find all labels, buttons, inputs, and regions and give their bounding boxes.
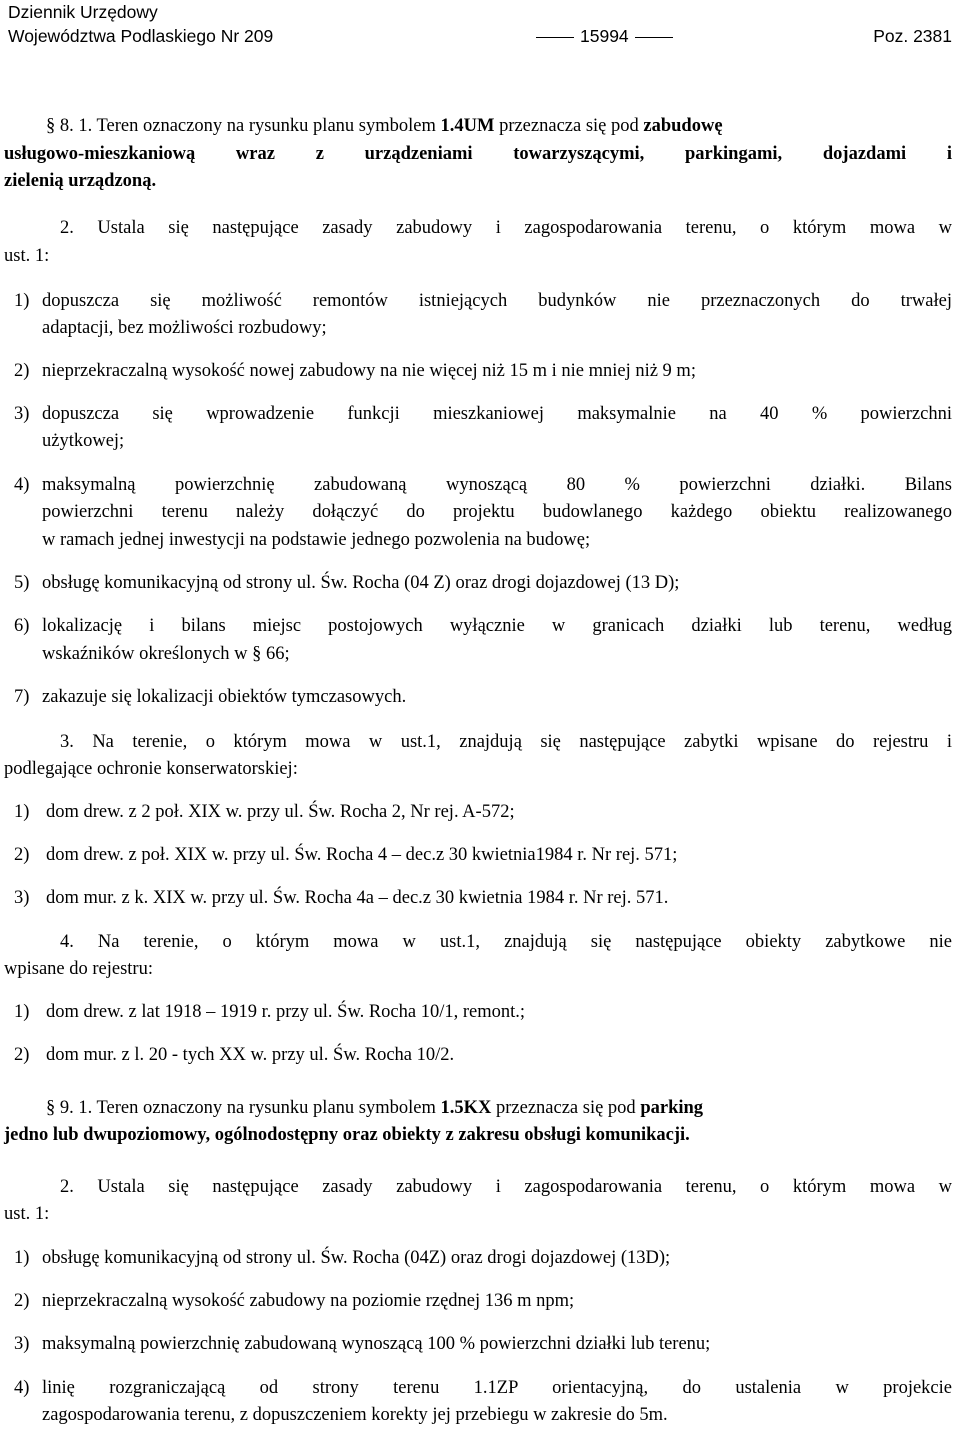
s8-p4-line2: wpisane do rejestru:: [4, 959, 153, 979]
s9-p1-line1: [46, 1094, 703, 1122]
s9-item1-num: 1): [14, 1248, 30, 1268]
s8-p2-line2: ust. 1:: [4, 246, 50, 266]
s8-item4-l2: powierzchni terenu należy dołączyć do projektu budowlanego każdego obiektu realizowanego: [42, 502, 952, 522]
page-header: [8, 0, 952, 46]
s8-p1-mid: przeznacza się pod: [494, 116, 644, 136]
s8-item3-l1: dopuszcza się wprowadzenie funkcji mieszkaniowej maksymalnie na 40 % powierzchni: [42, 404, 952, 424]
s8-item7-num: 7): [14, 687, 30, 707]
s8-p3-item3-num: 3): [14, 888, 30, 908]
s9-p2-line2: ust. 1:: [4, 1204, 50, 1224]
s8-item4-l1: maksymalną powierzchnię zabudowaną wynoszącą 80 % powierzchni działki. Bilans: [42, 475, 952, 495]
s9-purpose-a: parking: [640, 1098, 704, 1118]
s8-item2-l1: nieprzekraczalną wysokość nowej zabudowy na nie więcej niż 15 m i nie mniej niż 9 m;: [42, 361, 696, 381]
s8-item5-l1: obsługę komunikacyjną od strony ul. Św. Rocha (04 Z) oraz drogi dojazdowej (13 D);: [42, 573, 680, 593]
page-number: 15994: [580, 26, 629, 46]
voivodeship-issue: Województwa Podlaskiego Nr 209: [8, 26, 274, 46]
s8-purpose-a: zabudowę: [643, 116, 723, 136]
s8-p4-line1: 4. Na terenie, o którym mowa w ust.1, znajdują się następujące obiekty zabytkowe nie: [60, 932, 952, 952]
s9-symbol: 1.5KX: [440, 1098, 492, 1118]
s8-p3-item1-num: 1): [14, 802, 30, 822]
position-number: Poz. 2381: [873, 26, 952, 46]
s8-item6-l2: wskaźników określonych w § 66;: [42, 644, 290, 664]
s8-p3-line2: podlegające ochronie konserwatorskiej:: [4, 759, 298, 779]
s9-item4-num: 4): [14, 1378, 30, 1398]
s8-item6-l1: lokalizację i bilans miejsc postojowych wyłącznie w granicach działki lub terenu, według: [42, 616, 952, 636]
s8-item3-num: 3): [14, 404, 30, 424]
s9-item3-num: 3): [14, 1334, 30, 1354]
s8-p3-item2-num: 2): [14, 845, 30, 865]
s8-p3-item2: dom drew. z poł. XIX w. przy ul. Św. Rocha 4 – dec.z 30 kwietnia1984 r. Nr rej. 571;: [46, 845, 678, 865]
s9-item3-l1: maksymalną powierzchnię zabudowaną wynoszącą 100 % powierzchni działki lub terenu;: [42, 1334, 711, 1354]
s8-purpose-b: usługowo-mieszkaniową wraz z urządzeniami towarzyszącymi, parkingami, dojazdami i: [4, 144, 952, 164]
s8-p1-line1: [46, 112, 723, 140]
s8-item3-l2: użytkowej;: [42, 431, 125, 451]
s9-p1-mid: przeznacza się pod: [491, 1098, 641, 1118]
s8-item1-l1: dopuszcza się możliwość remontów istniejących budynków nie przeznaczonych do trwałej: [42, 291, 952, 311]
s8-item7-l1: zakazuje się lokalizacji obiektów tymczasowych.: [42, 687, 407, 707]
dash-right: [635, 37, 673, 38]
s8-purpose-c: zielenią urządzoną.: [4, 171, 157, 191]
s8-p3-item3: dom mur. z k. XIX w. przy ul. Św. Rocha 4a – dec.z 30 kwietnia 1984 r. Nr rej. 571.: [46, 888, 669, 908]
s9-item4-l2: zagospodarowania terenu, z dopuszczeniem korekty jej przebiegu w zakresie do 5m.: [42, 1405, 668, 1425]
s9-p1-start: § 9. 1. Teren oznaczony na rysunku planu symbolem: [46, 1098, 441, 1118]
s8-p2-line1: 2. Ustala się następujące zasady zabudowy i zagospodarowania terenu, o którym mowa w: [60, 218, 952, 238]
s9-item2-num: 2): [14, 1291, 30, 1311]
journal-title: Dziennik Urzędowy: [8, 2, 158, 22]
s8-p4-item1-num: 1): [14, 1002, 30, 1022]
header-row: [8, 24, 952, 48]
s9-p2-line1: 2. Ustala się następujące zasady zabudowy i zagospodarowania terenu, o którym mowa w: [60, 1177, 952, 1197]
s8-p4-item1: dom drew. z lat 1918 – 1919 r. przy ul. Św. Rocha 10/1, remont.;: [46, 1002, 526, 1022]
s8-item1-num: 1): [14, 291, 30, 311]
s8-item6-num: 6): [14, 616, 30, 636]
s8-item4-l3: w ramach jednej inwestycji na podstawie jednego pozwolenia na budowę;: [42, 530, 591, 550]
s8-item5-num: 5): [14, 573, 30, 593]
s8-p4-item2-num: 2): [14, 1045, 30, 1065]
page-number-wrap: [530, 24, 679, 48]
s8-item2-num: 2): [14, 361, 30, 381]
s9-purpose-b: jedno lub dwupoziomowy, ogólnodostępny oraz obiekty z zakresu obsługi komunikacji.: [4, 1125, 690, 1145]
s8-p3-line1: 3. Na terenie, o którym mowa w ust.1, znajdują się następujące zabytki wpisane do rejestru i: [60, 732, 952, 752]
s8-p4-item2: dom mur. z l. 20 - tych XX w. przy ul. Św. Rocha 10/2.: [46, 1045, 455, 1065]
s8-p3-item1: dom drew. z 2 poł. XIX w. przy ul. Św. Rocha 2, Nr rej. A-572;: [46, 802, 515, 822]
s9-item1-l1: obsługę komunikacyjną od strony ul. Św. Rocha (04Z) oraz drogi dojazdowej (13D);: [42, 1248, 671, 1268]
s9-item4-l1: linię rozgraniczającą od strony terenu 1.1ZP orientacyjną, do ustalenia w projekcie: [42, 1378, 952, 1398]
s8-symbol: 1.4UM: [440, 116, 495, 136]
s8-item4-num: 4): [14, 475, 30, 495]
s9-item2-l1: nieprzekraczalną wysokość zabudowy na poziomie rzędnej 136 m npm;: [42, 1291, 575, 1311]
s8-p1-start: § 8. 1. Teren oznaczony na rysunku planu symbolem: [46, 116, 441, 136]
dash-left: [536, 37, 574, 38]
s8-item1-l2: adaptacji, bez możliwości rozbudowy;: [42, 318, 327, 338]
